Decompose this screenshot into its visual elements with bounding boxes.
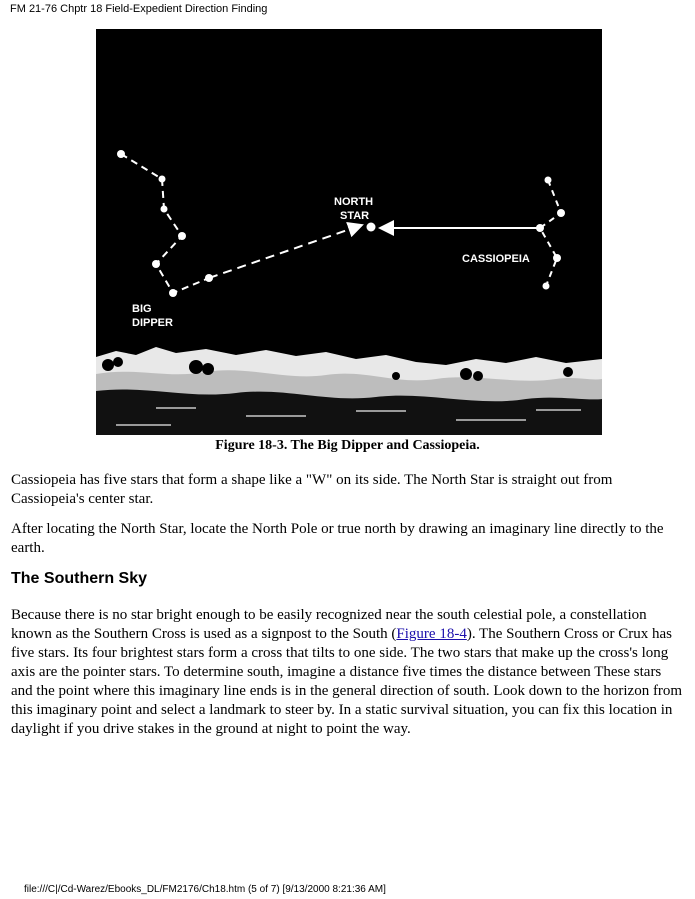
big-dipper-label-line1: BIG bbox=[132, 303, 152, 315]
page-footer: file:///C|/Cd-Warez/Ebooks_DL/FM2176/Ch18.htm (5 of 7) [9/13/2000 8:21:36 AM] bbox=[24, 884, 386, 895]
page-header: FM 21-76 Chptr 18 Field-Expedient Direction Finding bbox=[10, 3, 268, 15]
horizon-landscape bbox=[96, 347, 602, 435]
cassiopeia-star bbox=[545, 177, 552, 184]
figure-18-4-link[interactable]: Figure 18-4 bbox=[396, 626, 467, 642]
big-dipper-stars bbox=[117, 150, 213, 297]
cassiopeia-star bbox=[543, 283, 550, 290]
big-dipper-star bbox=[117, 150, 125, 158]
section-heading-southern-sky: The Southern Sky bbox=[11, 570, 148, 587]
big-dipper-star bbox=[159, 176, 166, 183]
paragraph-text-part2: ). The Southern Cross or Crux has five stars. Its four brightest stars form a cross that tilts to one side. The two stars that make up the cross's long axis are the pointer stars. To determine south, imagine a distance five times the distance between These stars and the point where this imaginary line ends is in the general direction of south. Look down to the horizon from this imaginary point and select a landmark to steer by. In a static survival situation, you can fix this location in daylight if you drive stakes in the ground at night to point the way. bbox=[11, 626, 683, 737]
star-chart bbox=[96, 29, 602, 435]
big-dipper-star bbox=[178, 232, 186, 240]
big-dipper-star bbox=[161, 206, 168, 213]
big-dipper-star bbox=[205, 274, 213, 282]
paragraph-north-pole: After locating the North Star, locate the North Pole or true north by drawing an imaginary line directly to the earth. bbox=[11, 521, 664, 556]
big-dipper-lines bbox=[121, 154, 209, 293]
big-dipper-star bbox=[152, 260, 160, 268]
cassiopeia-lines bbox=[540, 180, 561, 286]
cassiopeia-star bbox=[536, 224, 544, 232]
big-dipper-pointer-line bbox=[209, 225, 362, 278]
north-star-label-line1: NORTH bbox=[334, 196, 374, 208]
paragraph-cassiopeia: Cassiopeia has five stars that form a shape like a "W" on its side. The North Star is straight out from Cassiopeia's center star. bbox=[11, 472, 613, 507]
cassiopeia-label: CASSIOPEIA bbox=[462, 253, 530, 265]
north-star bbox=[367, 223, 376, 232]
big-dipper-star bbox=[169, 289, 177, 297]
paragraph-text-part1: Because there is no star bright enough to be easily recognized near the south celestial pole, a constellation known as the Southern Cross is used as a signpost to the South ( bbox=[11, 607, 647, 642]
cassiopeia-star bbox=[553, 254, 561, 262]
figure-caption: Figure 18-3. The Big Dipper and Cassiopeia. bbox=[215, 438, 480, 453]
big-dipper-label-line2: DIPPER bbox=[132, 317, 173, 329]
north-star-label-line2: STAR bbox=[340, 210, 370, 222]
cassiopeia-star bbox=[557, 209, 565, 217]
star-chart-figure bbox=[96, 29, 602, 435]
paragraph-southern-cross bbox=[11, 606, 683, 739]
